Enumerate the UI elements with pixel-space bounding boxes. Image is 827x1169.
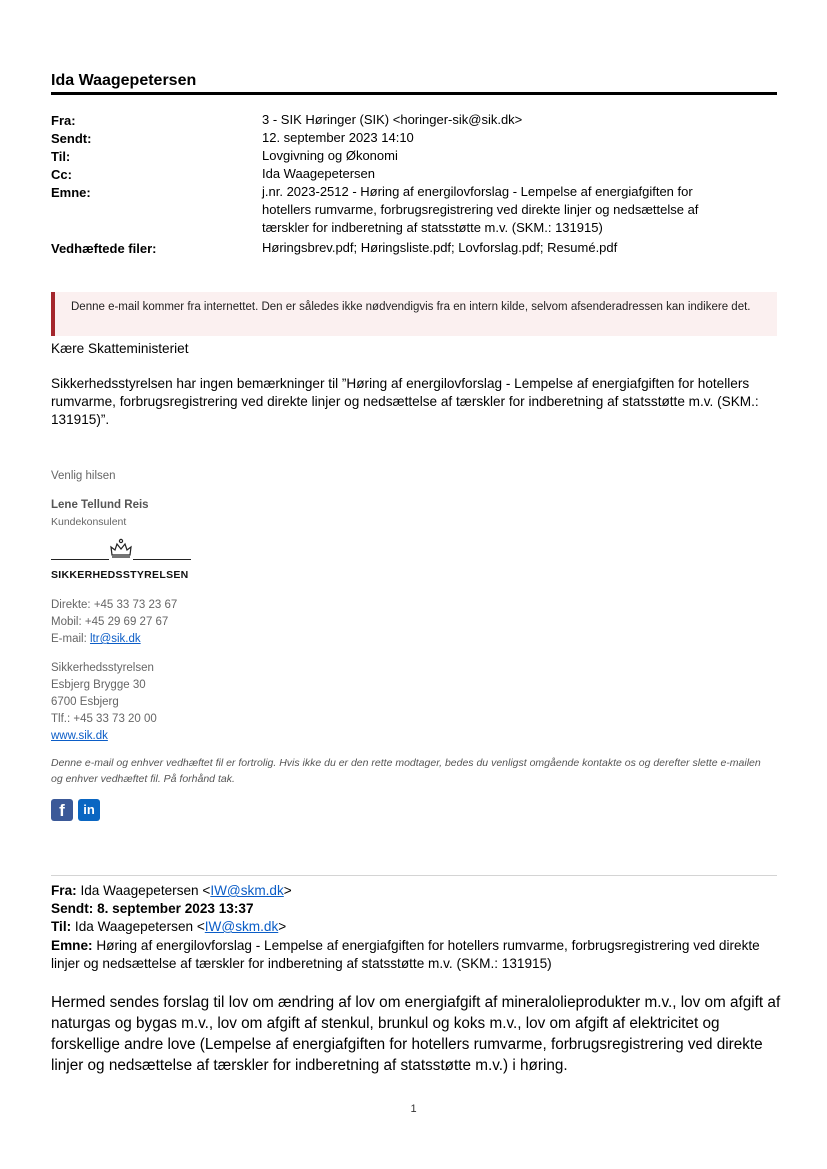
forwarded-to-label: Til: <box>51 919 72 934</box>
forwarded-to-email-link[interactable]: IW@skm.dk <box>204 919 279 934</box>
signature-mobile: Mobil: +45 29 69 27 67 <box>51 616 169 628</box>
signature-direct-phone: Direkte: +45 33 73 23 67 <box>51 599 178 611</box>
forwarded-to-close: > <box>278 919 287 934</box>
sent-label: Sendt: <box>51 131 92 146</box>
forward-separator <box>51 875 777 876</box>
banner-text: Denne e-mail kommer fra internettet. Den er således ikke nødvendigvis fra en intern kilde, selvom afsenderadressen kan indikere det. <box>71 301 751 313</box>
attachments-label: Vedhæftede filer: <box>51 241 157 256</box>
external-sender-banner <box>51 292 777 336</box>
confidentiality-disclaimer: Denne e-mail og enhver vedhæftet fil er fortrolig. Hvis ikke du er den rette modtager, bedes du venligst omgående kontakte os og derefter slette e-mailen og enhver vedhæftet fil. På forhånd tak. <box>51 757 761 785</box>
message-paragraph: Sikkerhedsstyrelsen har ingen bemærkninger til ”Høring af energilovforslag - Lempelse af energiafgiften for hotellers rumvarme, forbrugsregistrering ved direkte linjer og nedsættelse af tærskler for indberetning af statsstøtte m.v. (SKM.: 131915)”. <box>51 376 759 427</box>
signature-email-label: E-mail: <box>51 633 90 645</box>
subject-value: j.nr. 2023-2512 - Høring af energilovforslag - Lempelse af energiafgiften for hotellers rumvarme, forbrugsregistrering ved direkte linjer og nedsættelse af tærskler for indberetning af statsstøtte m.v. (SKM.: 131915) <box>262 184 699 235</box>
page-number: 1 <box>410 1103 417 1115</box>
forwarded-body: Hermed sendes forslag til lov om ændring af lov om energiafgift af mineralolieprodukter m.v., lov om afgift af naturgas og bygas m.v., lov om afgift af stenkul, brunkul og koks m.v., lov om afgift af elektricitet og forskellige andre love (Lempelse af energiafgiften for hotellers rumvarme, forbrugsregistrering ved direkte linjer og nedsættelse af tærskler for indberetning af statsstøtte m.v.) i høring. <box>51 994 781 1074</box>
to-label: Til: <box>51 149 71 164</box>
signature-phone: Tlf.: +45 33 73 20 00 <box>51 713 157 725</box>
logo-line-left <box>51 559 109 560</box>
logo-line-right <box>133 559 191 560</box>
logo-text: SIKKERHEDSSTYRELSEN <box>51 569 189 581</box>
forwarded-from-line <box>51 882 292 900</box>
signature-name: Lene Tellund Reis <box>51 499 149 511</box>
signature-city: 6700 Esbjerg <box>51 696 119 708</box>
subject-label: Emne: <box>51 185 91 200</box>
forwarded-sent-label: Sendt: <box>51 901 94 916</box>
signature-org: Sikkerhedsstyrelsen <box>51 662 154 674</box>
crown-icon <box>51 538 191 568</box>
sikkerhedsstyrelsen-logo <box>51 538 191 586</box>
cc-label: Cc: <box>51 167 72 182</box>
signature-greeting: Venlig hilsen <box>51 470 116 482</box>
forwarded-sent-value: 8. september 2023 13:37 <box>93 901 254 916</box>
signature-email-link[interactable]: ltr@sik.dk <box>89 633 141 645</box>
forwarded-to-line <box>51 918 286 936</box>
banner-accent-bar <box>51 292 55 336</box>
attachments-value: Høringsbrev.pdf; Høringsliste.pdf; Lovforslag.pdf; Resumé.pdf <box>262 240 618 255</box>
forwarded-from-email-link[interactable]: IW@skm.dk <box>210 883 284 898</box>
signature-email-line <box>51 631 141 648</box>
signature-street: Esbjerg Brygge 30 <box>51 679 146 691</box>
document-owner-name: Ida Waagepetersen <box>51 72 197 89</box>
from-label: Fra: <box>51 113 76 128</box>
facebook-icon[interactable]: f <box>51 799 73 821</box>
sent-value: 12. september 2023 14:10 <box>262 130 414 145</box>
to-value: Lovgivning og Økonomi <box>262 148 398 163</box>
forwarded-from-name: Ida Waagepetersen < <box>76 883 211 898</box>
owner-divider <box>51 92 777 95</box>
message-salutation: Kære Skatteministeriet <box>51 341 189 356</box>
forwarded-from-close: > <box>283 883 292 898</box>
forwarded-subject-value: Høring af energilovforslag - Lempelse af energiafgiften for hotellers rumvarme, forbrugsregistrering ved direkte linjer og nedsættelse af tærskler for indberetning af statsstøtte m.v. (SKM.: 131915) <box>51 938 760 971</box>
signature-title: Kundekonsulent <box>51 516 127 528</box>
forwarded-to-name: Ida Waagepetersen < <box>71 919 205 934</box>
forwarded-sent-line <box>51 900 254 918</box>
forwarded-from-label: Fra: <box>51 883 77 898</box>
forwarded-subject-label: Emne: <box>51 938 93 953</box>
from-value: 3 - SIK Høringer (SIK) <horinger-sik@sik.dk> <box>262 112 523 127</box>
linkedin-icon[interactable]: in <box>78 799 100 821</box>
forwarded-subject-line <box>51 937 781 973</box>
cc-value: Ida Waagepetersen <box>262 166 375 181</box>
signature-website-link[interactable]: www.sik.dk <box>51 730 108 742</box>
